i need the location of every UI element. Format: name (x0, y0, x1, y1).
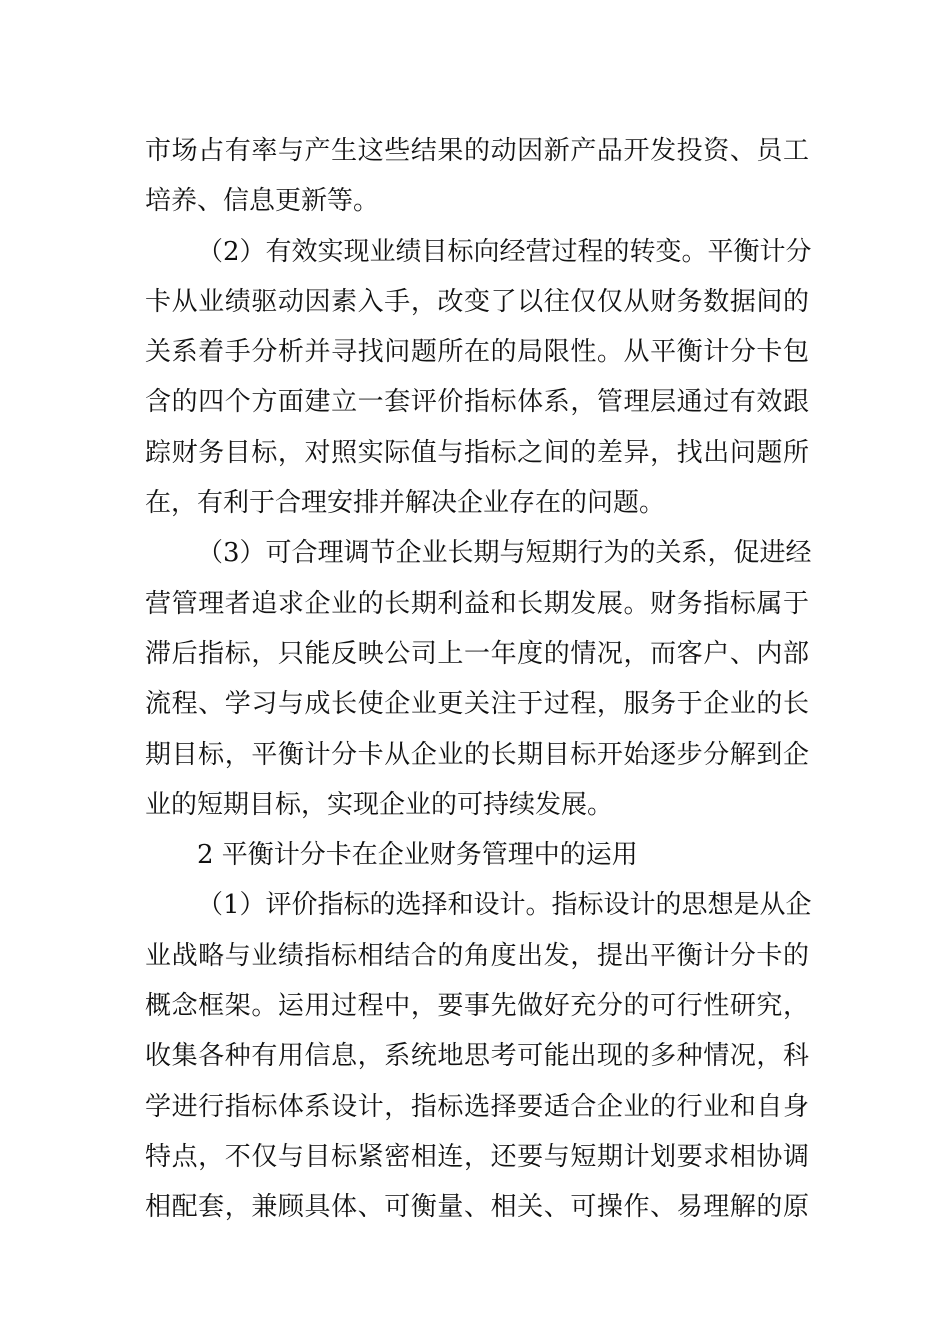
text-line: 含的四个方面建立一套评价指标体系，管理层通过有效跟 (145, 387, 809, 418)
text-line: 相配套，兼顾具体、可衡量、相关、可操作、易理解的原 (145, 1192, 809, 1223)
text-line: 踪财务目标，对照实际值与指标之间的差异，找出问题所 (145, 437, 809, 468)
text-line: 业战略与业绩指标相结合的角度出发，提出平衡计分卡的 (145, 940, 809, 971)
text-line: 营管理者追求企业的长期利益和长期发展。财务指标属于 (145, 588, 809, 619)
text-line: 卡从业绩驱动因素入手，改变了以往仅仅从财务数据间的 (145, 286, 809, 317)
text-line: 学进行指标体系设计，指标选择要适合企业的行业和自身 (145, 1091, 809, 1122)
text-line: 滞后指标，只能反映公司上一年度的情况，而客户、内部 (145, 638, 809, 669)
text-line: 在，有利于合理安排并解决企业存在的问题。 (145, 488, 666, 519)
section-heading: 2 平衡计分卡在企业财务管理中的运用 (197, 840, 638, 871)
text-line: 培养、信息更新等。 (145, 186, 380, 217)
text-line: 流程、学习与成长使企业更关注于过程，服务于企业的长 (145, 689, 809, 720)
text-line: 收集各种有用信息，系统地思考可能出现的多种情况，科 (145, 1041, 809, 1072)
paragraph-start-line: （3）可合理调节企业长期与短期行为的关系，促进经 (197, 538, 812, 569)
text-line: 市场占有率与产生这些结果的动因新产品开发投资、员工 (145, 136, 809, 166)
text-line: 期目标，平衡计分卡从企业的长期目标开始逐步分解到企 (145, 739, 809, 770)
paragraph-start-line: （2）有效实现业绩目标向经营过程的转变。平衡计分 (197, 236, 812, 267)
text-line: 概念框架。运用过程中，要事先做好充分的可行性研究， (145, 991, 809, 1022)
text-line: 关系着手分析并寻找问题所在的局限性。从平衡计分卡包 (145, 337, 809, 368)
text-line: 特点，不仅与目标紧密相连，还要与短期计划要求相协调 (145, 1141, 809, 1172)
text-line: 业的短期目标，实现企业的可持续发展。 (145, 789, 614, 820)
body-text (145, 126, 812, 1233)
paragraph-start-line: （1）评价指标的选择和设计。指标设计的思想是从企 (197, 890, 812, 921)
